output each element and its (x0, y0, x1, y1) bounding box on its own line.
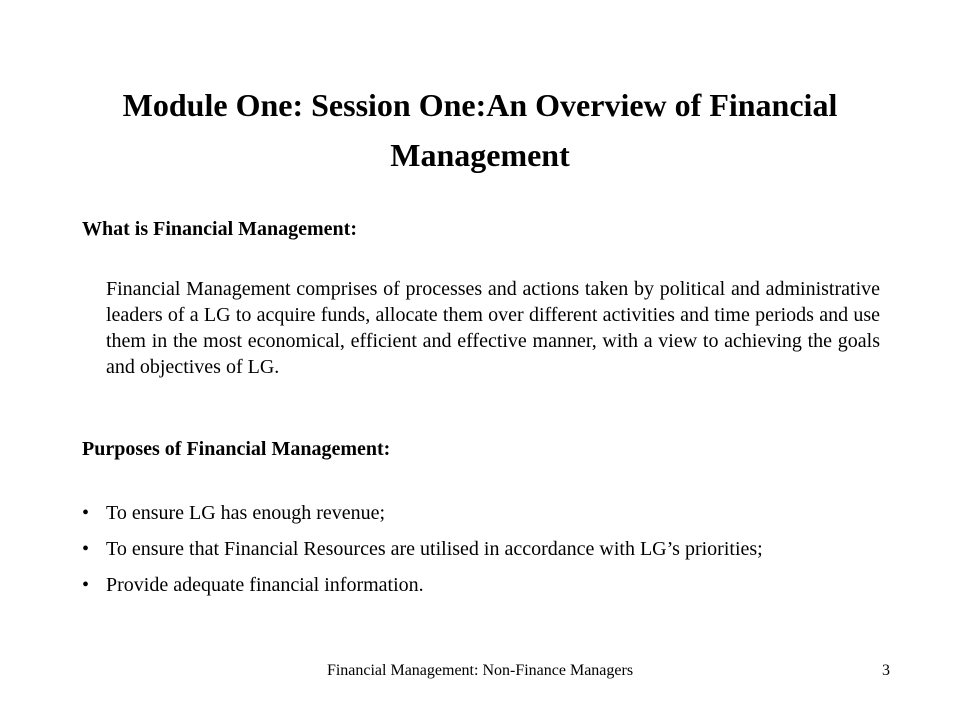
bullet-icon: • (82, 574, 90, 596)
list-item-text: Provide adequate financial information. (106, 574, 424, 596)
list-item (82, 536, 802, 562)
list-item (82, 572, 802, 598)
list-item-text: To ensure that Financial Resources are utilised in accordance with LG’s priorities; (106, 538, 763, 560)
purposes-bullet-list (82, 500, 802, 608)
section-heading-definition: What is Financial Management: (82, 218, 357, 240)
bullet-icon: • (82, 502, 90, 524)
list-item (82, 500, 802, 526)
bullet-icon: • (82, 538, 90, 560)
list-item-text: To ensure LG has enough revenue; (106, 502, 386, 524)
slide-title: Module One: Session One:An Overview of Financial Management (122, 87, 838, 173)
footer-text: Financial Management: Non-Finance Managers (326, 662, 634, 679)
section-heading-purposes: Purposes of Financial Management: (82, 438, 391, 460)
page-number: 3 (882, 662, 890, 679)
definition-paragraph: Financial Management comprises of processes and actions taken by political and administrative leaders of a LG to acquire funds, allocate them over different activities and time periods and use them in the most economical, efficient and effective manner, with a view to achieving the goals and objectives of LG. (106, 278, 880, 378)
